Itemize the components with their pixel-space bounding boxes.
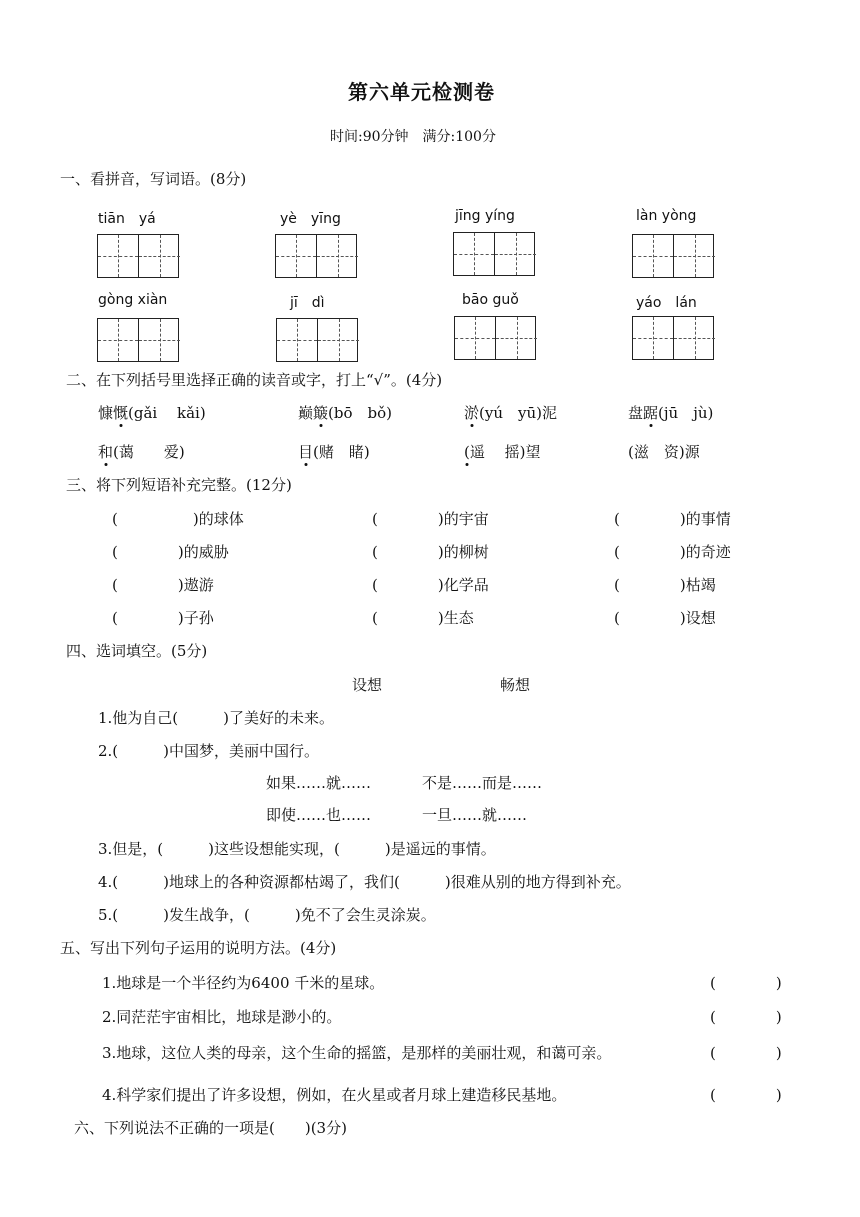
word-option: 如果……就…… bbox=[266, 774, 372, 792]
word-option: 设想 bbox=[352, 676, 383, 694]
choice-item[interactable] bbox=[298, 441, 370, 462]
word-option: 一旦……就…… bbox=[422, 806, 528, 824]
phrase-blank[interactable]: ( )的威胁 bbox=[112, 543, 229, 561]
phrase-blank[interactable]: ( )化学品 bbox=[372, 576, 489, 594]
writing-grid[interactable] bbox=[97, 318, 179, 362]
question-item[interactable]: 3.但是，( )这些设想能实现，( )是遥远的事情。 bbox=[98, 840, 496, 858]
choice-options: (yú yū)泥 bbox=[479, 404, 557, 422]
phrase-blank[interactable]: ( )子孙 bbox=[112, 609, 214, 627]
choice-item[interactable] bbox=[628, 441, 700, 462]
question-item[interactable]: 2.( )中国梦，美丽中国行。 bbox=[98, 742, 320, 760]
choice-item[interactable] bbox=[464, 441, 540, 462]
choice-options: ( bbox=[464, 443, 470, 461]
sentence-item: 2.同茫茫宇宙相比，地球是渺小的。 bbox=[102, 1008, 342, 1026]
choice-options: 遥 摇)望 bbox=[469, 443, 541, 461]
writing-grid[interactable] bbox=[453, 232, 535, 276]
section-3-heading: 三、将下列短语补充完整。(12分) bbox=[66, 476, 292, 494]
choice-options: (gǎi kǎi) bbox=[128, 404, 206, 422]
pinyin-label: tiān yá bbox=[98, 211, 156, 227]
exam-meta: 时间:90分钟 满分:100分 bbox=[330, 129, 496, 145]
choice-options: ( bbox=[313, 443, 319, 461]
pinyin-label: jīng yíng bbox=[455, 208, 515, 224]
word-option: 畅想 bbox=[500, 676, 531, 694]
question-item[interactable]: 1.他为自己( )了美好的未来。 bbox=[98, 709, 335, 727]
pinyin-label: làn yòng bbox=[636, 208, 697, 224]
question-item[interactable]: 5.( )发生战争，( )免不了会生灵涂炭。 bbox=[98, 906, 436, 924]
question-item[interactable]: 4.( )地球上的各种资源都枯竭了，我们( )很难从别的地方得到补充。 bbox=[98, 873, 631, 891]
word-option: 即使……也…… bbox=[266, 806, 372, 824]
dotted-char: 和 bbox=[98, 443, 114, 461]
dotted-char: 目 bbox=[298, 443, 314, 461]
phrase-blank[interactable]: ( )的奇迹 bbox=[614, 543, 731, 561]
sentence-item: 4.科学家们提出了许多设想，例如，在火星或者月球上建造移民基地。 bbox=[102, 1086, 567, 1104]
page-title: 第六单元检测卷 bbox=[348, 80, 495, 104]
phrase-blank[interactable]: ( )遨游 bbox=[112, 576, 214, 594]
pinyin-label: jī dì bbox=[290, 295, 325, 311]
word-option: 不是……而是…… bbox=[422, 774, 543, 792]
answer-blank[interactable]: ( ) bbox=[710, 1044, 782, 1062]
choice-options: 滋 资)源 bbox=[633, 443, 700, 461]
choice-item[interactable] bbox=[98, 402, 206, 423]
choice-options: 赌 睹) bbox=[318, 443, 370, 461]
section-4-heading: 四、选词填空。(5分) bbox=[66, 642, 208, 660]
writing-grid[interactable] bbox=[276, 318, 358, 362]
choice-options: (jū jù) bbox=[658, 404, 714, 422]
choice-item[interactable] bbox=[298, 402, 392, 423]
phrase-blank[interactable]: ( )的事情 bbox=[614, 510, 731, 528]
answer-blank[interactable]: ( ) bbox=[710, 974, 782, 992]
sentence-item: 1.地球是一个半径约为6400 千米的星球。 bbox=[102, 974, 385, 992]
choice-text: 盘 bbox=[628, 404, 644, 422]
phrase-blank[interactable]: ( )的球体 bbox=[112, 510, 244, 528]
choice-options: (bō bǒ) bbox=[328, 404, 393, 422]
dotted-char: 慨 bbox=[113, 404, 129, 422]
choice-text: 慷 bbox=[98, 404, 114, 422]
sentence-item: 3.地球，这位人类的母亲，这个生命的摇篮，是那样的美丽壮观，和蔼可亲。 bbox=[102, 1044, 612, 1062]
section-5-heading: 五、写出下列句子运用的说明方法。(4分) bbox=[60, 939, 337, 957]
pinyin-label: gòng xiàn bbox=[98, 292, 168, 308]
phrase-blank[interactable]: ( )生态 bbox=[372, 609, 474, 627]
section-2-heading: 二、在下列括号里选择正确的读音或字，打上“√”。(4分) bbox=[66, 371, 443, 389]
pinyin-label: yáo lán bbox=[636, 295, 697, 311]
pinyin-label: yè yīng bbox=[280, 211, 341, 227]
pinyin-label: bāo guǒ bbox=[462, 292, 519, 308]
dotted-char: 簸 bbox=[313, 404, 329, 422]
phrase-blank[interactable]: ( )的宇宙 bbox=[372, 510, 489, 528]
choice-options: ( bbox=[628, 443, 634, 461]
choice-item[interactable] bbox=[98, 441, 185, 462]
choice-text: 巅 bbox=[298, 404, 314, 422]
answer-blank[interactable]: ( ) bbox=[710, 1086, 782, 1104]
phrase-blank[interactable]: ( )设想 bbox=[614, 609, 716, 627]
section-6-heading: 六、下列说法不正确的一项是( )(3分) bbox=[74, 1119, 347, 1137]
answer-blank[interactable]: ( ) bbox=[710, 1008, 782, 1026]
writing-grid[interactable] bbox=[275, 234, 357, 278]
writing-grid[interactable] bbox=[632, 316, 714, 360]
choice-item[interactable] bbox=[464, 402, 557, 423]
phrase-blank[interactable]: ( )的柳树 bbox=[372, 543, 489, 561]
dotted-char: 淤 bbox=[464, 404, 480, 422]
writing-grid[interactable] bbox=[632, 234, 714, 278]
choice-item[interactable] bbox=[628, 402, 713, 423]
section-1-heading: 一、看拼音，写词语。(8分) bbox=[60, 170, 247, 188]
phrase-blank[interactable]: ( )枯竭 bbox=[614, 576, 716, 594]
writing-grid[interactable] bbox=[454, 316, 536, 360]
dotted-char: 踞 bbox=[643, 404, 659, 422]
writing-grid[interactable] bbox=[97, 234, 179, 278]
choice-options: ( bbox=[113, 443, 119, 461]
choice-options: 蔼 爱) bbox=[118, 443, 185, 461]
